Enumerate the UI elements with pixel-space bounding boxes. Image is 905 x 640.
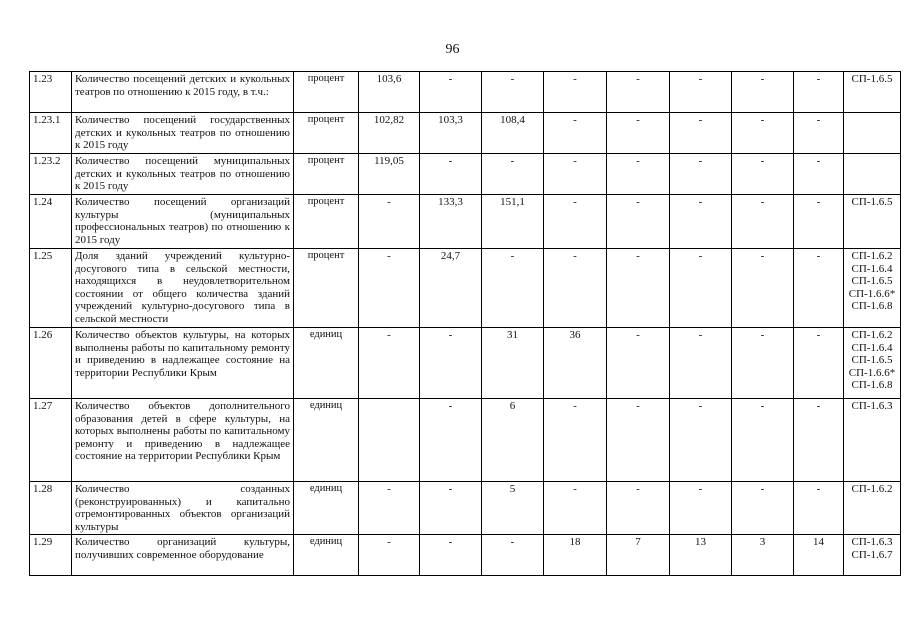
indicator-value: -: [607, 154, 670, 195]
indicator-value: 14: [794, 535, 844, 576]
indicator-value: 31: [482, 328, 544, 399]
reference-codes: [844, 195, 901, 249]
indicator-description: Количество объектов дополнительного образования детей в сфере культуры, на которых выполнены работы по капитальному ремонту и приведению в надлежащее состояние на территории Республики Крым: [72, 399, 294, 482]
reference-code: СП-1.6.3: [851, 536, 893, 548]
row-number: 1.26: [30, 328, 72, 399]
indicator-value: 151,1: [482, 195, 544, 249]
indicator-value: -: [670, 482, 732, 535]
reference-codes: [844, 249, 901, 328]
indicator-value: -: [420, 535, 482, 576]
indicator-value: -: [544, 113, 607, 154]
reference-code: СП-1.6.5: [851, 196, 893, 208]
reference-code: СП-1.6.5: [851, 354, 893, 366]
row-number: 1.23.2: [30, 154, 72, 195]
indicator-value: 18: [544, 535, 607, 576]
unit-of-measure: единиц: [294, 535, 359, 576]
indicator-value: -: [670, 154, 732, 195]
indicator-value: 102,82: [359, 113, 420, 154]
reference-codes: [844, 328, 901, 399]
indicator-value: -: [732, 328, 794, 399]
indicator-value: -: [794, 72, 844, 113]
indicator-value: 5: [482, 482, 544, 535]
reference-codes: [844, 535, 901, 576]
reference-code: СП-1.6.2: [851, 329, 893, 341]
indicator-value: -: [607, 482, 670, 535]
row-number: 1.23.1: [30, 113, 72, 154]
indicator-value: 119,05: [359, 154, 420, 195]
indicator-description: Количество посещений организаций культуры (муниципальных профессиональных театров) по отношению к 2015 году: [72, 195, 294, 249]
indicator-value: -: [670, 399, 732, 482]
indicator-value: -: [670, 113, 732, 154]
reference-codes: [844, 113, 901, 154]
row-number: 1.24: [30, 195, 72, 249]
indicator-value: -: [607, 328, 670, 399]
indicator-value: -: [420, 328, 482, 399]
indicator-value: -: [544, 482, 607, 535]
indicator-value: -: [732, 249, 794, 328]
indicator-description: Доля зданий учреждений культурно-досугового типа в сельской местности, находящихся в неудовлетворительном состоянии от общего количества зданий учреждений культурно-досугового типа в сельской местности: [72, 249, 294, 328]
indicator-value: 24,7: [420, 249, 482, 328]
indicator-value: -: [482, 535, 544, 576]
reference-codes: [844, 482, 901, 535]
indicator-value: -: [732, 154, 794, 195]
row-number: 1.23: [30, 72, 72, 113]
reference-code: СП-1.6.4: [851, 262, 893, 275]
row-number: 1.28: [30, 482, 72, 535]
reference-code: СП-1.6.8: [851, 379, 893, 391]
table-row: [30, 482, 901, 535]
indicator-value: -: [544, 154, 607, 195]
table-row: [30, 249, 901, 328]
reference-code: СП-1.6.4: [851, 341, 893, 354]
indicator-value: 36: [544, 328, 607, 399]
reference-code: СП-1.6.3: [851, 400, 893, 412]
indicator-value: -: [794, 399, 844, 482]
indicator-value: -: [794, 249, 844, 328]
indicator-value: -: [670, 195, 732, 249]
indicator-value: -: [607, 113, 670, 154]
indicator-description: Количество созданных (реконструированных) и капитально отремонтированных объектов организаций культуры: [72, 482, 294, 535]
indicator-value: -: [794, 328, 844, 399]
indicator-value: -: [544, 249, 607, 328]
indicator-value: -: [420, 399, 482, 482]
indicator-value: -: [732, 195, 794, 249]
row-number: 1.29: [30, 535, 72, 576]
indicator-description: Количество организаций культуры, получивших современное оборудование: [72, 535, 294, 576]
reference-code: СП-1.6.7: [851, 548, 893, 561]
indicator-value: -: [732, 482, 794, 535]
table-row: [30, 113, 901, 154]
indicator-value: -: [794, 482, 844, 535]
indicator-value: -: [794, 113, 844, 154]
reference-code: СП-1.6.6*: [848, 366, 896, 379]
indicator-value: -: [794, 154, 844, 195]
indicator-value: -: [732, 399, 794, 482]
indicator-value: -: [732, 113, 794, 154]
indicator-value: -: [670, 72, 732, 113]
reference-code: СП-1.6.2: [851, 483, 893, 495]
unit-of-measure: единиц: [294, 328, 359, 399]
indicator-value: -: [420, 72, 482, 113]
reference-code: СП-1.6.2: [851, 250, 893, 262]
unit-of-measure: процент: [294, 113, 359, 154]
indicator-value: -: [359, 328, 420, 399]
indicator-value: -: [359, 249, 420, 328]
indicator-value: -: [544, 72, 607, 113]
indicator-value: 7: [607, 535, 670, 576]
reference-codes: [844, 399, 901, 482]
indicator-value: 6: [482, 399, 544, 482]
indicator-table: [29, 71, 901, 576]
reference-codes: [844, 72, 901, 113]
table-row: [30, 72, 901, 113]
indicator-value: -: [607, 249, 670, 328]
indicator-value: -: [794, 195, 844, 249]
unit-of-measure: единиц: [294, 482, 359, 535]
indicator-value: -: [544, 399, 607, 482]
indicator-value: -: [607, 195, 670, 249]
indicator-value: -: [607, 399, 670, 482]
unit-of-measure: единиц: [294, 399, 359, 482]
unit-of-measure: процент: [294, 154, 359, 195]
unit-of-measure: процент: [294, 195, 359, 249]
table-row: [30, 328, 901, 399]
indicator-value: -: [420, 482, 482, 535]
unit-of-measure: процент: [294, 249, 359, 328]
indicator-description: Количество посещений государственных детских и кукольных театров по отношению к 2015 году: [72, 113, 294, 154]
indicator-value: 13: [670, 535, 732, 576]
indicator-description: Количество объектов культуры, на которых выполнены работы по капитальному ремонту и приведению в надлежащее состояние на территории Республики Крым: [72, 328, 294, 399]
indicator-value: -: [359, 482, 420, 535]
indicator-value: -: [544, 195, 607, 249]
page-number: 96: [445, 42, 460, 57]
table-row: [30, 154, 901, 195]
indicator-value: 3: [732, 535, 794, 576]
indicator-description: Количество посещений детских и кукольных театров по отношению к 2015 году, в т.ч.:: [72, 72, 294, 113]
reference-code: СП-1.6.5: [851, 73, 893, 85]
indicator-value: 133,3: [420, 195, 482, 249]
indicator-value: -: [482, 72, 544, 113]
indicator-value: -: [607, 72, 670, 113]
indicator-value: -: [359, 535, 420, 576]
indicator-value: 103,3: [420, 113, 482, 154]
reference-code: СП-1.6.5: [851, 275, 893, 287]
indicator-value: 108,4: [482, 113, 544, 154]
reference-codes: [844, 154, 901, 195]
indicator-value: -: [670, 249, 732, 328]
indicator-value: -: [732, 72, 794, 113]
indicator-value: -: [670, 328, 732, 399]
reference-code: СП-1.6.6*: [848, 287, 896, 300]
table-row: [30, 195, 901, 249]
indicator-value: [359, 399, 420, 482]
indicator-value: -: [420, 154, 482, 195]
indicator-value: -: [482, 249, 544, 328]
indicator-value: -: [482, 154, 544, 195]
indicator-value: 103,6: [359, 72, 420, 113]
indicator-value: -: [359, 195, 420, 249]
reference-code: СП-1.6.8: [851, 300, 893, 312]
row-number: 1.25: [30, 249, 72, 328]
table-row: [30, 399, 901, 482]
table-row: [30, 535, 901, 576]
row-number: 1.27: [30, 399, 72, 482]
indicator-description: Количество посещений муниципальных детских и кукольных театров по отношению к 2015 году: [72, 154, 294, 195]
unit-of-measure: процент: [294, 72, 359, 113]
